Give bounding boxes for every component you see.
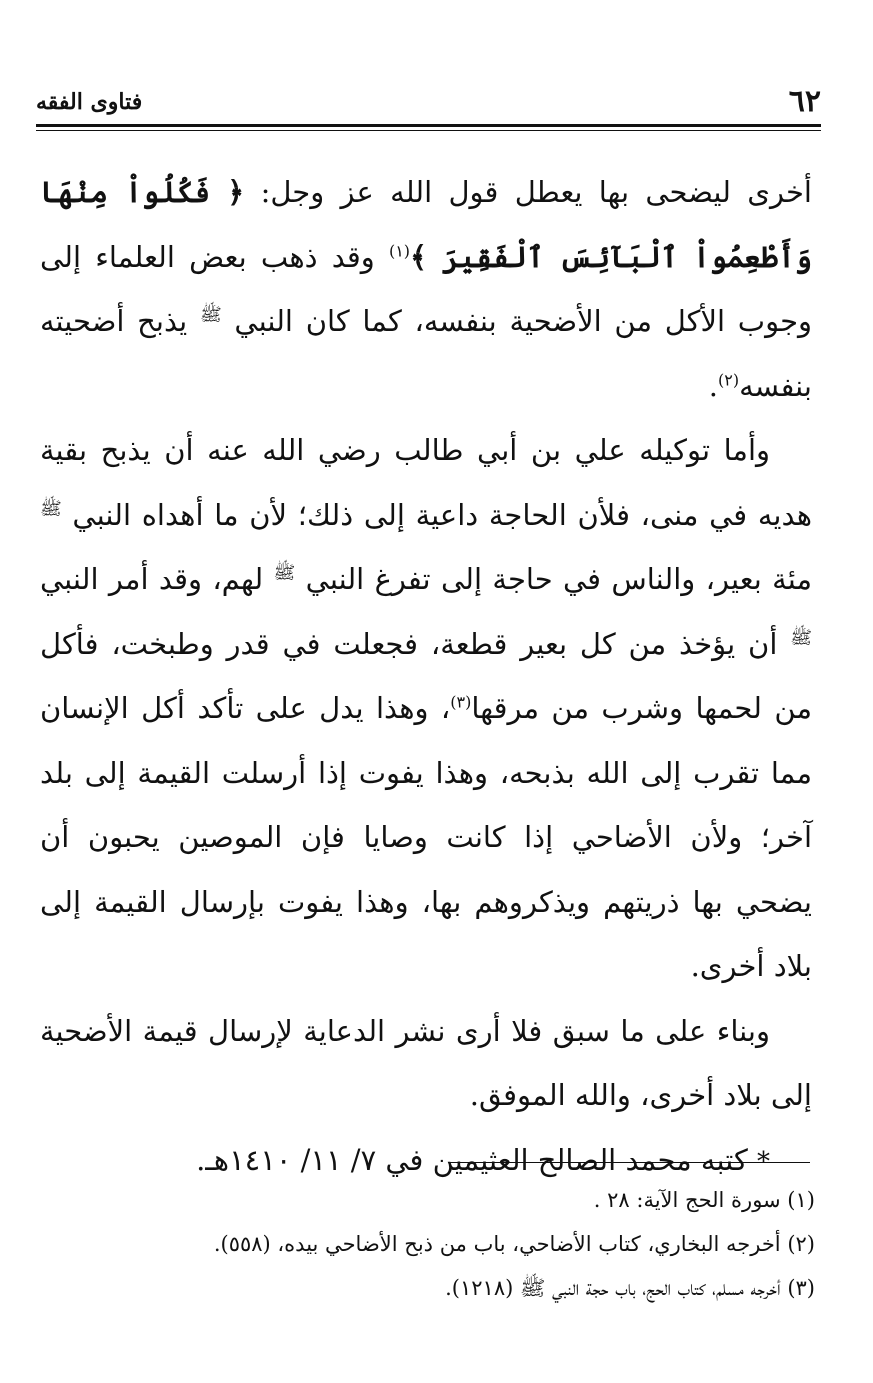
running-header [36,82,821,122]
honorific-glyph: ﷺ [199,304,222,326]
honorific-glyph: ﷺ [40,497,62,519]
footnote-3: (٣) أخرجه مسلم، كتاب الحج، باب حجة النبي ﷺ (١٢١٨). [445,1276,815,1300]
p1-text-1: أخرى ليضحى بها يعطل قول الله عز وجل: [244,175,812,209]
quran-verse: ﴿ فَكُلُواْ مِنْهَا وَأَطْعِمُواْ ٱلْبَآئِسَ ٱلْفَقِيرَ ﴾ [40,175,812,274]
p2-text-4: أن يؤخذ من كل بعير قطعة، فجعلت في قدر وطبخت، فأكل من لحمها وشرب من مرقها [40,626,812,725]
p2-text-3: لهم، وقد أمر النبي [40,562,274,596]
paragraph-1 [40,160,812,418]
footnote-ref-2: (٢) [717,369,740,389]
honorific-glyph: ﷺ [273,562,296,584]
main-text [40,160,812,1194]
p2-text-5: ، وهذا يدل على تأكد أكل الإنسان مما تقرب إلى الله بذبحه، وهذا يفوت إذا أرسلت القيمة إلى بلد آخر؛ ولأن الأضاحي إذا كانت وصايا فإن الموصين يحبون أن يضحي بها ذريتهم ويذكروهم بها، وهذا يفوت بإرسال القيمة إلى بلاد أخرى. [40,691,812,983]
p2-text-1: وأما توكيله علي بن أبي طالب رضي الله عنه أن يذبح بقية هديه في منى، فلأن الحاجة داعية إلى ذلك؛ لأن ما أهداه النبي [40,433,812,532]
footnote-ref-1: (١) [388,240,411,260]
header-rule-thin [36,130,821,131]
footnotes [40,1178,815,1310]
p2-text-2: مئة بعير، والناس في حاجة إلى تفرغ النبي [295,562,812,596]
p1-text-2: وقد ذهب بعض العلماء إلى وجوب الأكل من الأضحية بنفسه، كما كان النبي [40,239,813,338]
header-rule-thick [36,124,821,127]
signature-text: كتبه محمد الصالح العثيمين في ٧/ ١١/ ١٤١٠هـ. [196,1142,757,1177]
paragraph-3: وبناء على ما سبق فلا أرى نشر الدعاية لإرسال قيمة الأضحية إلى بلاد أخرى، والله الموفق. [40,1013,812,1112]
footnote-ref-3: (٣) [450,692,472,712]
p1-text-3: يذبح أضحيته بنفسه [40,304,812,403]
paragraph-2 [40,418,812,999]
honorific-glyph: ﷺ [790,626,812,648]
page-number: ٦٢ [788,84,821,119]
footnote-1: (١) سورة الحج الآية: ٢٨ . [593,1188,815,1212]
footnote-separator [448,1162,810,1163]
p1-text-4: . [708,368,718,403]
asterisk-icon: * [757,1146,770,1177]
footnote-2: (٢) أخرجه البخاري، كتاب الأضاحي، باب من ذبح الأضاحي بيده، (٥٥٨). [213,1232,815,1256]
book-title: فتاوى الفقه [36,89,143,115]
